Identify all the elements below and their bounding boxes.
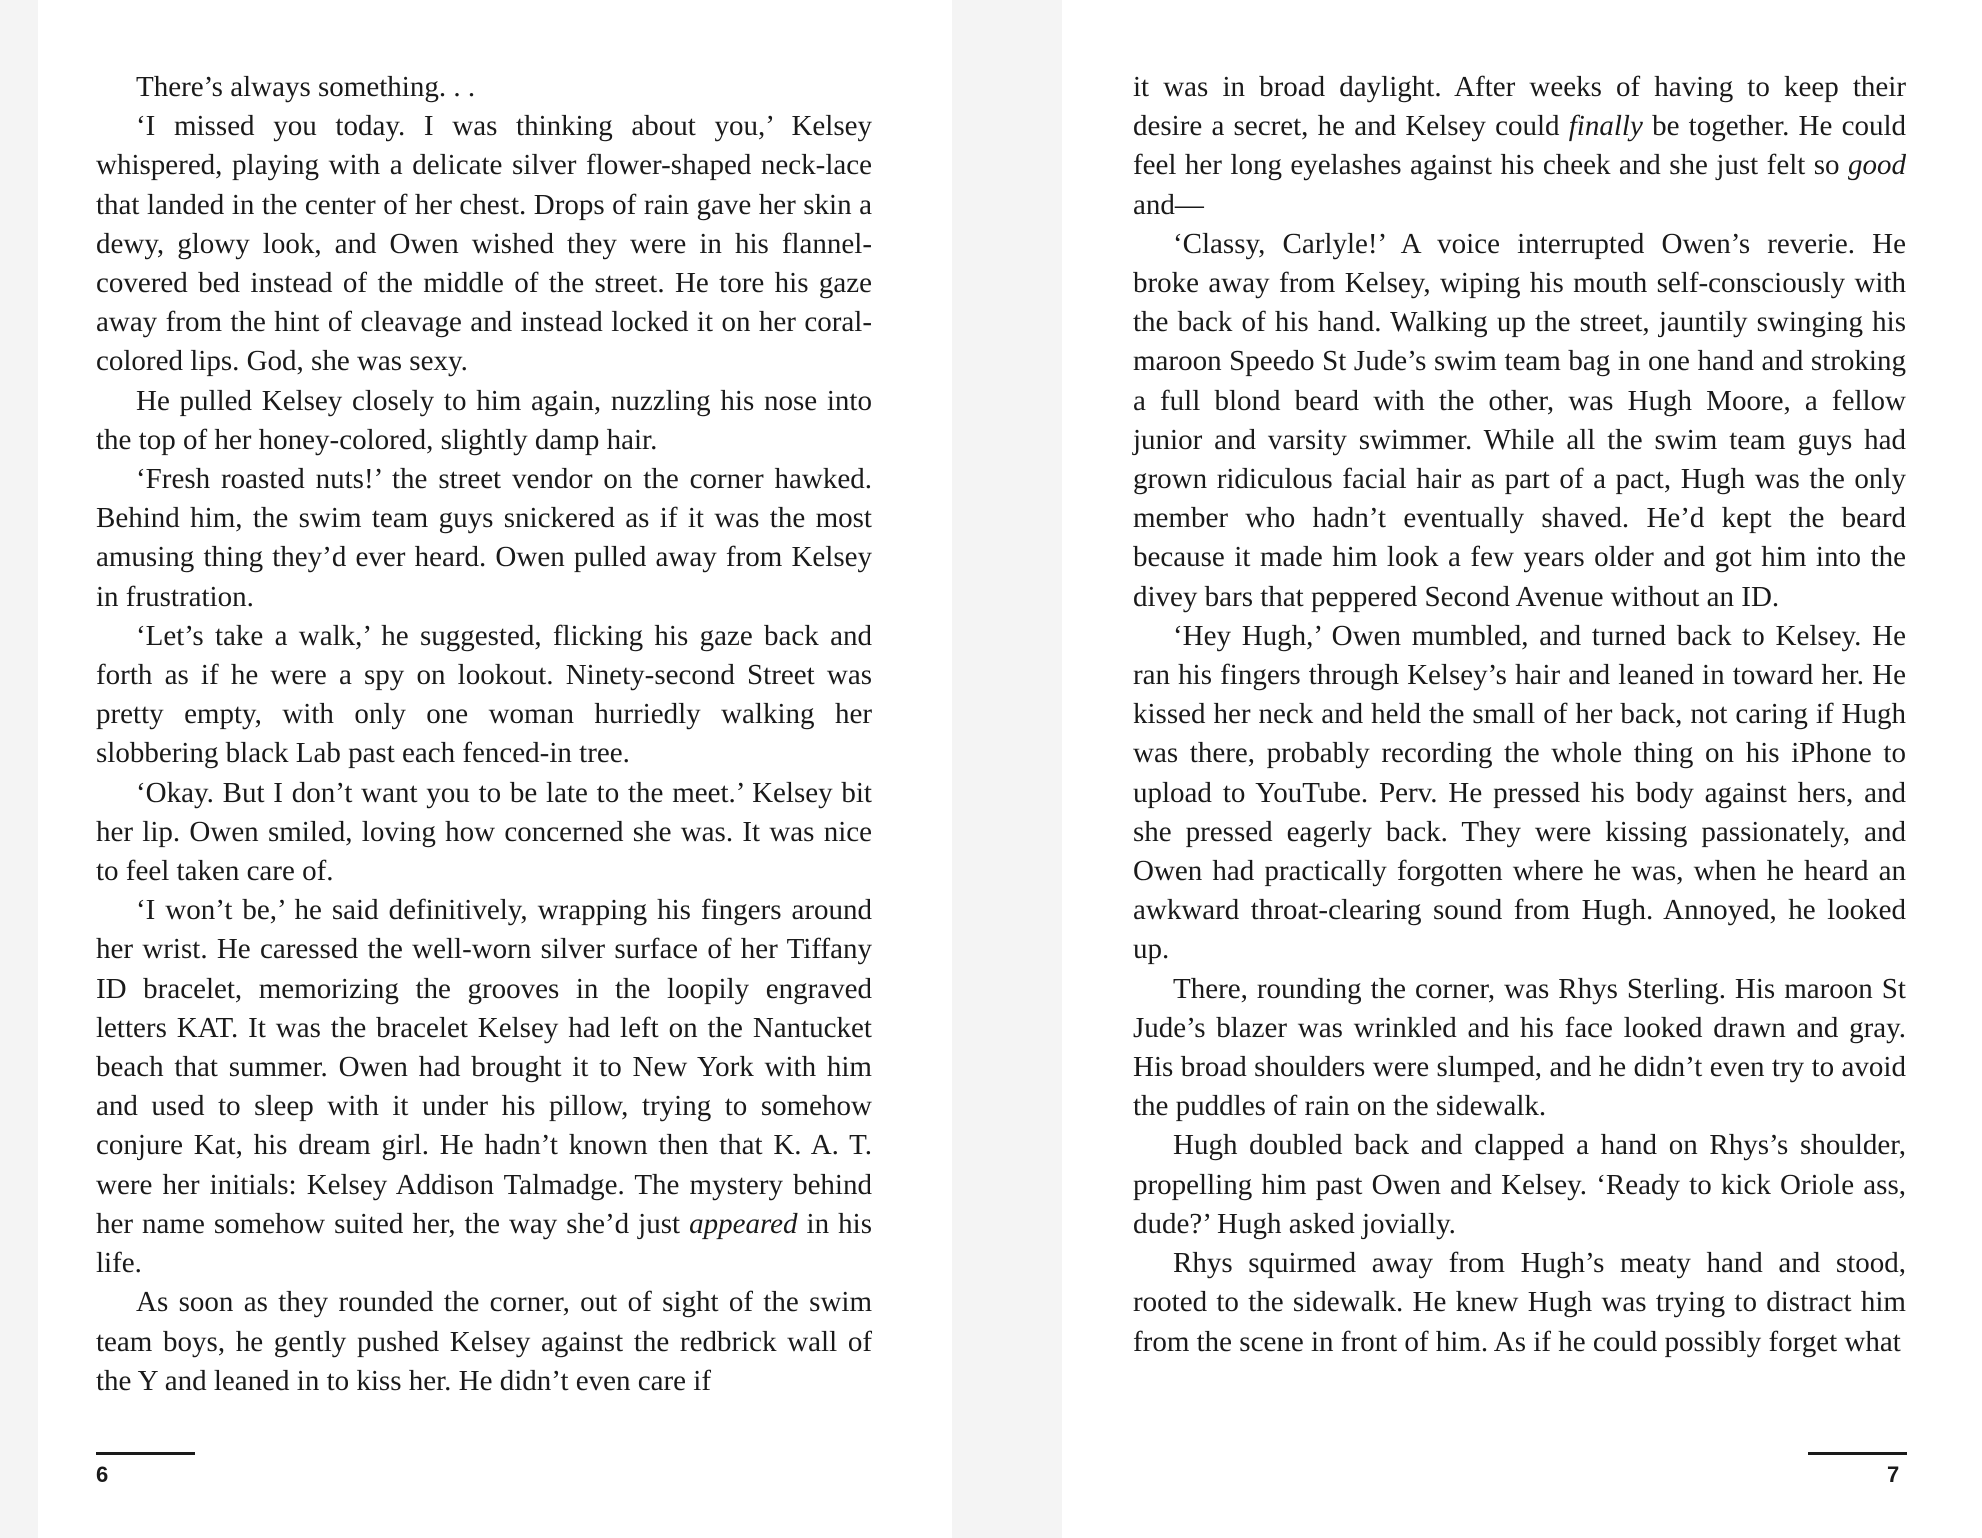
italic-text: appeared <box>689 1207 798 1240</box>
italic-text: finally <box>1568 110 1643 143</box>
paragraph: ‘Let’s take a walk,’ he suggested, flicking his gaze back and forth as if he were a spy on lookout. Ninety-second Street was pretty empty, with only one woman hurriedly walking her slobbering black Lab past each fenced-in tree. <box>96 619 872 770</box>
paragraph: ‘Hey Hugh,’ Owen mumbled, and turned back to Kelsey. He ran his fingers through Kelsey’s hair and leaned in toward her. He kissed her neck and held the small of her back, not caring if Hugh was there, probably recording the whole thing on his iPhone to upload to YouTube. Perv. He pressed his body against hers, and she pressed eagerly back. They were kissing passionately, and Owen had practically forgotten where he was, when he heard an awkward throat-clearing sound from Hugh. Annoyed, he looked up. <box>1133 619 1906 966</box>
paragraph: Rhys squirmed away from Hugh’s meaty hand and stood, rooted to the sidewalk. He knew Hugh was trying to distract him from the scene in front of him. As if he could possibly forget what <box>1133 1247 1906 1358</box>
paragraph: There, rounding the corner, was Rhys Sterling. His maroon St Jude’s blazer was wrinkled and his face looked drawn and gray. His broad shoulders were slumped, and he didn’t even try to avoid the puddles of rain on the sidewalk. <box>1133 972 1906 1123</box>
paragraph <box>1133 68 1906 225</box>
paragraph-text: ‘I won’t be,’ he said definitively, wrapping his fingers around her wrist. He caressed the well-worn silver surface of her Tiffany ID bracelet, memorizing the grooves in the loopily engraved letters KAT. It was the bracelet Kelsey had left on the Nantucket beach that summer. Owen had brought it to New York with him and used to sleep with it under his pillow, trying to somehow conjure Kat, his dream girl. He hadn’t known then that K. A. T. were her initials: Kelsey Addison Talmadge. The mystery behind her name somehow suited her, the way she’d just <box>96 894 872 1240</box>
paragraph-text: in his life. <box>96 1207 872 1280</box>
paragraph: There’s always something. . . <box>136 71 476 103</box>
paragraph <box>96 891 872 1283</box>
paragraph: ‘Fresh roasted nuts!’ the street vendor on the corner hawked. Behind him, the swim team guys snickered as if it was the most amusing thing they’d ever heard. Owen pulled away from Kelsey in frustration. <box>96 463 872 613</box>
paragraph: ‘Classy, Carlyle!’ A voice interrupted Owen’s reverie. He broke away from Kelsey, wiping his mouth self-consciously with the back of his hand. Walking up the street, jauntily swinging his maroon Speedo St Jude’s swim team bag in one hand and stroking a full blond beard with the other, was Hugh Moore, a fellow junior and varsity swimmer. While all the swim team guys had grown ridiculous facial hair as part of a pact, Hugh was the only member who hadn’t eventually shaved. He’d kept the beard because it made him look a few years older and got him into the divey bars that peppered Second Avenue without an ID. <box>1133 227 1906 613</box>
footer-rule <box>1808 1452 1907 1455</box>
italic-text: good <box>1848 149 1906 182</box>
paragraph: Hugh doubled back and clapped a hand on Rhys’s shoulder, propelling him past Owen and Kelsey. ‘Ready to kick Oriole ass, dude?’ Hugh asked jovially. <box>1133 1129 1906 1240</box>
paragraph: As soon as they rounded the corner, out of sight of the swim team boys, he gently pushed Kelsey against the redbrick wall of the Y and leaned in to kiss her. He didn’t even care if <box>96 1286 872 1397</box>
right-page <box>1062 0 1982 1538</box>
page-number: 6 <box>96 1462 109 1487</box>
footer-rule <box>96 1452 195 1455</box>
page-number: 7 <box>1887 1462 1900 1487</box>
left-page-text <box>96 68 872 1401</box>
paragraph: ‘I missed you today. I was thinking about you,’ Kelsey whispered, playing with a delicate silver flower-shaped neck-lace that landed in the center of her chest. Drops of rain gave her skin a dewy, glowy look, and Owen wished they were in his flannel-covered bed instead of the middle of the street. He tore his gaze away from the hint of cleavage and instead locked it on her coral-colored lips. God, she was sexy. <box>96 110 872 378</box>
right-page-text <box>1133 68 1906 1362</box>
left-page <box>38 0 952 1538</box>
paragraph-text: be together. He could feel her long eyelashes against his cheek and she just felt so <box>1133 110 1907 182</box>
paragraph-text: and— <box>1133 188 1204 221</box>
paragraph: ‘Okay. But I don’t want you to be late to the meet.’ Kelsey bit her lip. Owen smiled, loving how concerned she was. It was nice to feel taken care of. <box>96 776 872 888</box>
paragraph-text: it was in broad daylight. After weeks of having to keep their desire a secret, he and Kelsey could <box>1133 71 1906 143</box>
paragraph: He pulled Kelsey closely to him again, nuzzling his nose into the top of her honey-colored, slightly damp hair. <box>96 384 872 456</box>
